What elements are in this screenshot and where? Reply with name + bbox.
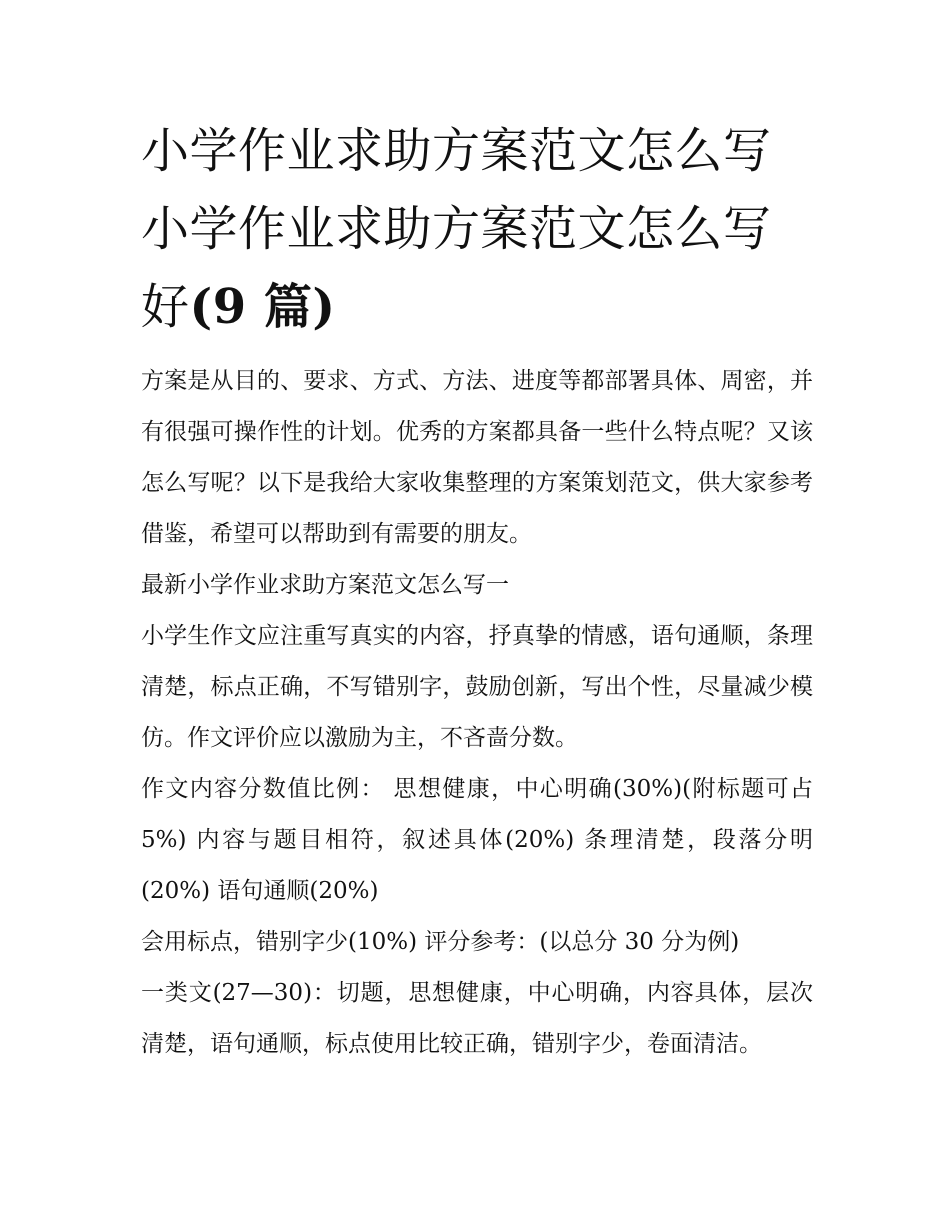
intro-paragraph: 方案是从目的、要求、方式、方法、进度等都部署具体、周密，并有很强可操作性的计划。优秀的方案都具备一些什么特点呢？又该怎么写呢？以下是我给大家收集整理的方案策划范文，供大家参考借鉴，希望可以帮助到有需要的朋友。 xyxy=(141,368,813,547)
title-line-2: 小学作业求助方案范文怎么写 xyxy=(141,201,772,257)
section-heading: 最新小学作业求助方案范文怎么写一 xyxy=(141,572,509,598)
body-paragraph: 小学生作文应注重写真实的内容，抒真挚的情感，语句通顺，条理清楚，标点正确，不写错别字，鼓励创新，写出个性，尽量减少模仿。作文评价应以激励为主，不吝啬分数。 xyxy=(141,623,813,751)
document-body xyxy=(141,112,813,1070)
title-line-1: 小学作业求助方案范文怎么写 xyxy=(141,123,772,179)
document-title xyxy=(141,112,813,346)
body-paragraph: 一类文(27—30)：切题，思想健康，中心明确，内容具体，层次清楚，语句通顺，标点使用比较正确，错别字少，卷面清洁。 xyxy=(141,980,813,1057)
body-paragraph: 作文内容分数值比例： 思想健康，中心明确(30%)(附标题可占 5%) 内容与题目相符，叙述具体(20%) 条理清楚，段落分明(20%) 语句通顺(20%) xyxy=(141,776,813,904)
body-paragraph: 会用标点，错别字少(10%) 评分参考：(以总分 30 分为例) xyxy=(141,929,740,955)
title-line-3-suffix: (9 篇) xyxy=(189,279,336,335)
title-line-3-prefix: 好 xyxy=(141,279,190,335)
